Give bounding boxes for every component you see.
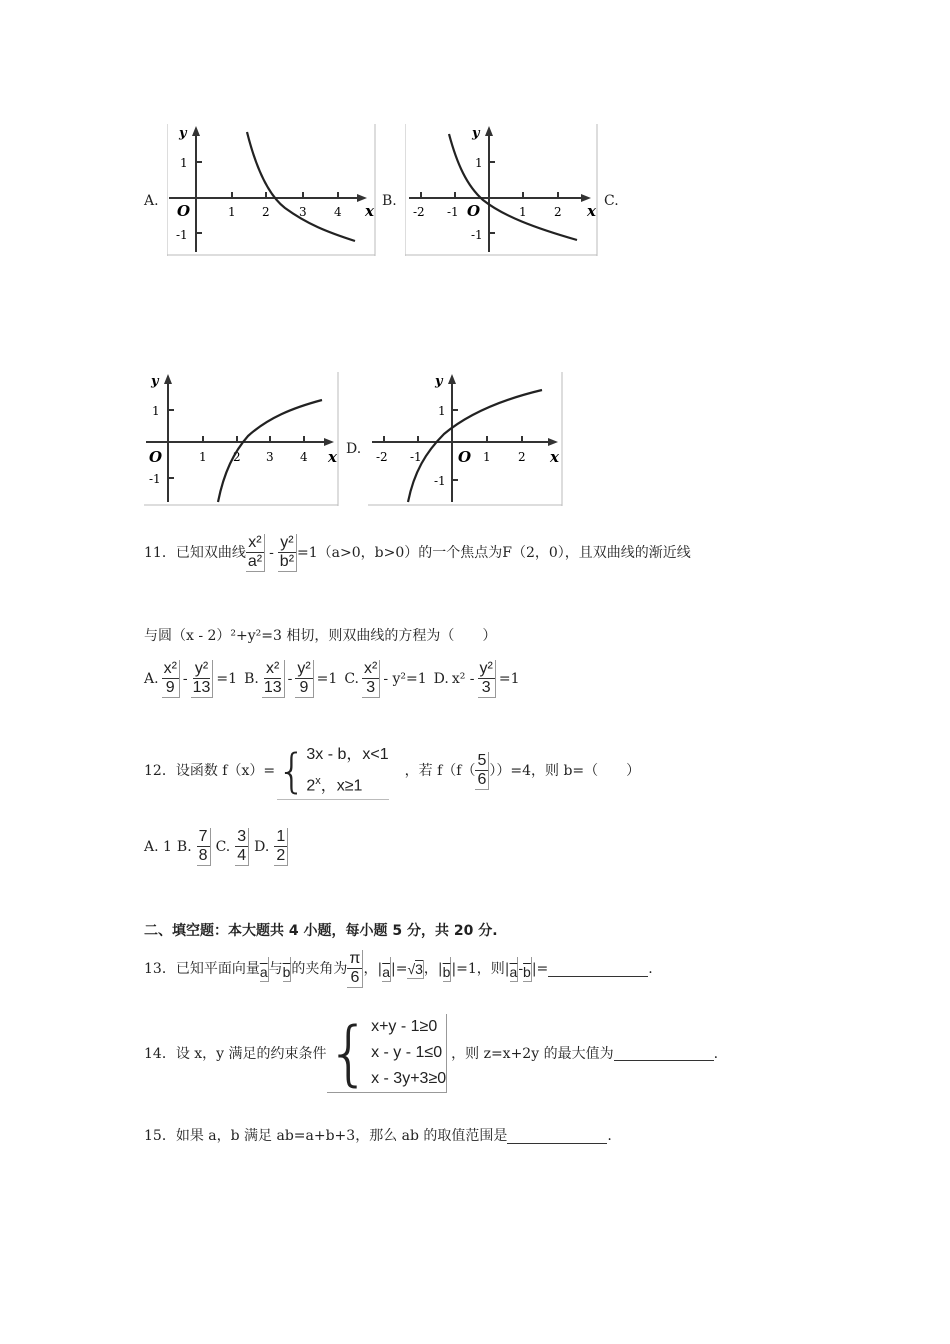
y-axis-label: y: [179, 126, 187, 141]
option-a-label: A.: [144, 193, 159, 209]
question-12: 12．设函数 f（x）= { 3x - b，x<1 2$^x$，x≥1 ，若 f（f（ $\frac{5}{6}$ ））=4，则 b=（ ）: [144, 742, 640, 800]
question-12-options: A. 1 B. $\frac{7}{8}$ C. $\frac{3}{4}$ D. $\frac{1}{2}$: [144, 828, 288, 866]
y-tick-label: 1: [475, 156, 483, 170]
x-tick-label: 3: [266, 450, 274, 464]
question-11-options: A. $\frac{\text{x²}}{9}$ - $\frac{\text{y²}}{13}$ =1 B. $\frac{\text{x²}}{13}$ - $\frac{\text{y²}}{9}$ =1 C. $\frac{\text{x²}}{3}$ - y²=1 D. x² - $\frac{\text{y²}}{3}$ =1: [144, 660, 520, 696]
x-tick-label: -2: [413, 205, 425, 219]
option-b: B.: [176, 839, 192, 855]
option-b: B.: [244, 671, 259, 687]
y-tick-label: -1: [176, 228, 188, 242]
option-c: C.: [344, 671, 359, 687]
question-number: 11．已知双曲线: [144, 545, 246, 561]
x-tick-label: -1: [410, 450, 422, 464]
x-axis-label: x: [550, 448, 559, 466]
x-axis-label: x: [587, 202, 596, 220]
question-11: 11．已知双曲线 $\frac{\text{x²}}{\text{a²}}$ - $\frac{\text{y²}}{\text{b²}}$ =1（a>0，b>0）的一个焦点为F（2，0），且双曲线的渐近线: [144, 534, 691, 570]
question-text: =1（a>0，b>0）的一个焦点为F（2，0），且双曲线的渐近线: [297, 545, 691, 561]
answer-blank[interactable]: [614, 1046, 714, 1061]
constraint-system: { x+y - 1≥0 x - y - 1≤0 x - 3y+3≥0: [326, 1012, 447, 1094]
origin-label: O: [149, 448, 163, 466]
curve: [408, 390, 542, 502]
option-b-label: B.: [382, 193, 397, 209]
option-d-label: D.: [346, 441, 362, 457]
y-tick-label: -1: [149, 472, 161, 486]
answer-blank[interactable]: [507, 1129, 607, 1144]
option-d: D.: [433, 671, 449, 687]
option-c: C.: [215, 839, 231, 855]
y-tick-label: -1: [434, 474, 446, 488]
curve: [449, 134, 577, 240]
x-tick-label: -2: [376, 450, 388, 464]
option-d: D.: [254, 839, 270, 855]
graph-b: [405, 124, 600, 256]
question-15: 15．如果 a，b 满足 ab=a+b+3，那么 ab 的取值范围是 .: [144, 1128, 612, 1144]
answer-blank[interactable]: [548, 962, 648, 977]
x-tick-label: 2: [262, 205, 270, 219]
graph-a: [167, 124, 377, 256]
option-a: A. 1: [144, 839, 172, 855]
x-tick-label: 2: [554, 205, 562, 219]
question-number: 13．已知平面向量: [144, 961, 260, 977]
vector-b: $\overline{b}$: [282, 963, 291, 980]
x-tick-label: 1: [519, 205, 527, 219]
graph-c: [144, 372, 340, 506]
y-tick-label: 1: [152, 404, 160, 418]
origin-label: O: [177, 202, 191, 220]
y-axis-label: y: [151, 374, 159, 389]
x-axis-label: x: [328, 448, 337, 466]
y-tick-label: 1: [438, 404, 446, 418]
x-tick-label: 4: [300, 450, 308, 464]
x-tick-label: -1: [447, 205, 459, 219]
section-title: 二、填空题：本大题共 4 小题，每小题 5 分，共 20 分.: [144, 923, 498, 939]
origin-label: O: [467, 202, 481, 220]
curve: [247, 132, 355, 241]
question-text: 15．如果 a，b 满足 ab=a+b+3，那么 ab 的取值范围是: [144, 1128, 508, 1144]
y-tick-label: 1: [180, 156, 188, 170]
vector-a: $\overline{a}$: [259, 963, 268, 980]
piecewise-function: { 3x - b，x<1 2$^x$，x≥1: [277, 742, 389, 800]
x-tick-label: 2: [518, 450, 526, 464]
x-tick-label: 1: [228, 205, 236, 219]
y-tick-label: -1: [471, 228, 483, 242]
x-tick-label: 1: [199, 450, 207, 464]
question-11-line2: 与圆（x - 2）²+y²=3 相切，则双曲线的方程为（ ）: [144, 628, 497, 644]
option-c-label: C.: [604, 193, 619, 209]
x-axis-label: x: [365, 202, 374, 220]
graph-d: [368, 372, 564, 506]
y-axis-label: y: [472, 126, 480, 141]
x-tick-label: 3: [299, 205, 307, 219]
x-tick-label: 4: [334, 205, 342, 219]
option-a: A.: [144, 671, 159, 687]
origin-label: O: [458, 448, 472, 466]
x-tick-label: 1: [483, 450, 491, 464]
fraction: $\frac{\text{x²}}{\text{a²}}$: [247, 534, 263, 570]
x-tick-label: 2: [233, 450, 241, 464]
fraction: $\frac{\text{y²}}{\text{b²}}$: [279, 534, 295, 570]
question-13: 13．已知平面向量 $\overline{a}$ 与 $\overline{b}$ 的夹角为 $\frac{\pi}{6}$ ，| $\overline{a}$ |= √3 ，| $\overline{b}$ |=1，则| $\overline{a}$ - $\overline{b}$ |= .: [144, 950, 653, 986]
question-number: 14．设 x，y 满足的约束条件: [144, 1045, 327, 1062]
question-14: 14．设 x，y 满足的约束条件 { x+y - 1≥0 x - y - 1≤0 x - 3y+3≥0 ，则 z=x+2y 的最大值为 .: [144, 1012, 719, 1094]
y-axis-label: y: [435, 374, 443, 389]
question-number: 12．设函数 f（x）=: [144, 763, 276, 780]
